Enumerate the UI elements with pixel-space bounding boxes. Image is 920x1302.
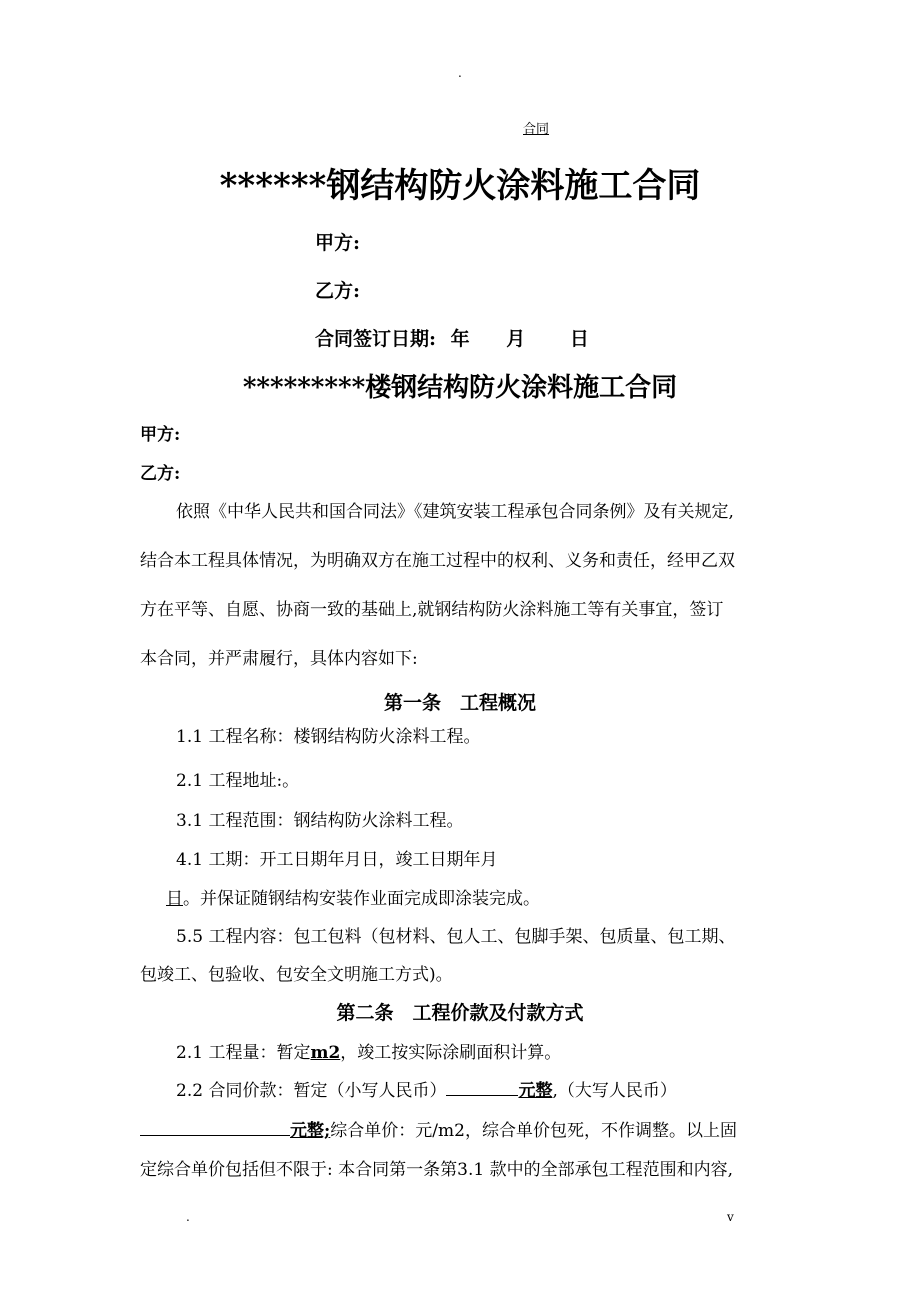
preamble-line-4: 本合同，并严肃履行，具体内容如下: xyxy=(140,649,418,669)
preamble-line-3: 方在平等、自愿、协商一致的基础上,就钢结构防火涂料施工等有关事宜，签订 xyxy=(140,600,724,620)
article2-item1 xyxy=(176,1038,561,1063)
article1-item4: 4.1 工期：开工日期年月日，竣工日期年月 xyxy=(176,850,498,870)
item2-post: ,（大写人民币） xyxy=(552,1081,677,1101)
sign-date-label: 合同签订日期: xyxy=(315,328,437,350)
article1-item1: 1.1 工程名称：楼钢结构防火涂料工程。 xyxy=(176,727,481,747)
contract-party-b: 乙方: xyxy=(140,464,181,484)
line3-post: 综合单价：元/m2，综合单价包死，不作调整。以上固 xyxy=(330,1121,737,1141)
article1-item4-cont xyxy=(140,884,540,909)
article2-line4: 定综合单价包括但不限于: 本合同第一条第3.1 款中的全部承包工程范围和内容, xyxy=(140,1160,733,1180)
cover-party-a: 甲方: xyxy=(315,232,361,254)
article1-item3: 3.1 工程范围：钢结构防火涂料工程。 xyxy=(176,811,464,831)
item4-cont-text: 。并保证随钢结构安装作业面完成即涂装完成。 xyxy=(183,889,540,909)
item4-day: 日 xyxy=(166,889,183,909)
contract-title: *********楼钢结构防火涂料施工合同 xyxy=(242,373,678,403)
item1-post: ，竣工按实际涂刷面积计算。 xyxy=(340,1043,562,1063)
header-label: 合同 xyxy=(523,122,550,137)
preamble-line-2: 结合本工程具体情况，为明确双方在施工过程中的权利、义务和责任，经甲乙双 xyxy=(140,551,735,571)
item2-yuan: 元整 xyxy=(518,1081,553,1101)
item1-pre: 2.1 工程量：暂定 xyxy=(176,1043,311,1063)
contract-party-a: 甲方: xyxy=(140,425,181,445)
top-dot: . xyxy=(458,66,462,80)
article2-line3 xyxy=(140,1116,737,1141)
footer-mark: v xyxy=(727,1210,734,1224)
sign-year: 年 xyxy=(450,328,470,350)
cover-sign-date xyxy=(315,324,589,351)
item2-pre: 2.2 合同价款：暂定（小写人民币） xyxy=(176,1081,447,1101)
large-amount-blank xyxy=(140,1134,290,1136)
article2-item2 xyxy=(176,1076,677,1101)
sign-month: 月 xyxy=(506,328,526,350)
article1-item5-line2: 包竣工、包验收、包安全文明施工方式)。 xyxy=(140,965,453,985)
line3-yuan: 元整; xyxy=(290,1121,331,1141)
small-amount-blank xyxy=(446,1094,518,1096)
article1-item5-line1: 5.5 工程内容：包工包料（包材料、包人工、包脚手架、包质量、包工期、 xyxy=(176,927,736,947)
article1-item2: 2.1 工程地址:。 xyxy=(176,771,300,791)
preamble-line-1: 依照《中华人民共和国合同法》《建筑安装工程承包合同条例》及有关规定, xyxy=(176,502,734,522)
cover-title: ******钢结构防火涂料施工合同 xyxy=(219,166,701,206)
footer-dot: . xyxy=(186,1210,190,1224)
article1-heading: 第一条 工程概况 xyxy=(383,692,536,714)
item1-unit: m2 xyxy=(310,1043,341,1063)
cover-party-b: 乙方: xyxy=(315,280,361,302)
article2-heading: 第二条 工程价款及付款方式 xyxy=(336,1002,584,1024)
sign-day: 日 xyxy=(569,328,589,350)
